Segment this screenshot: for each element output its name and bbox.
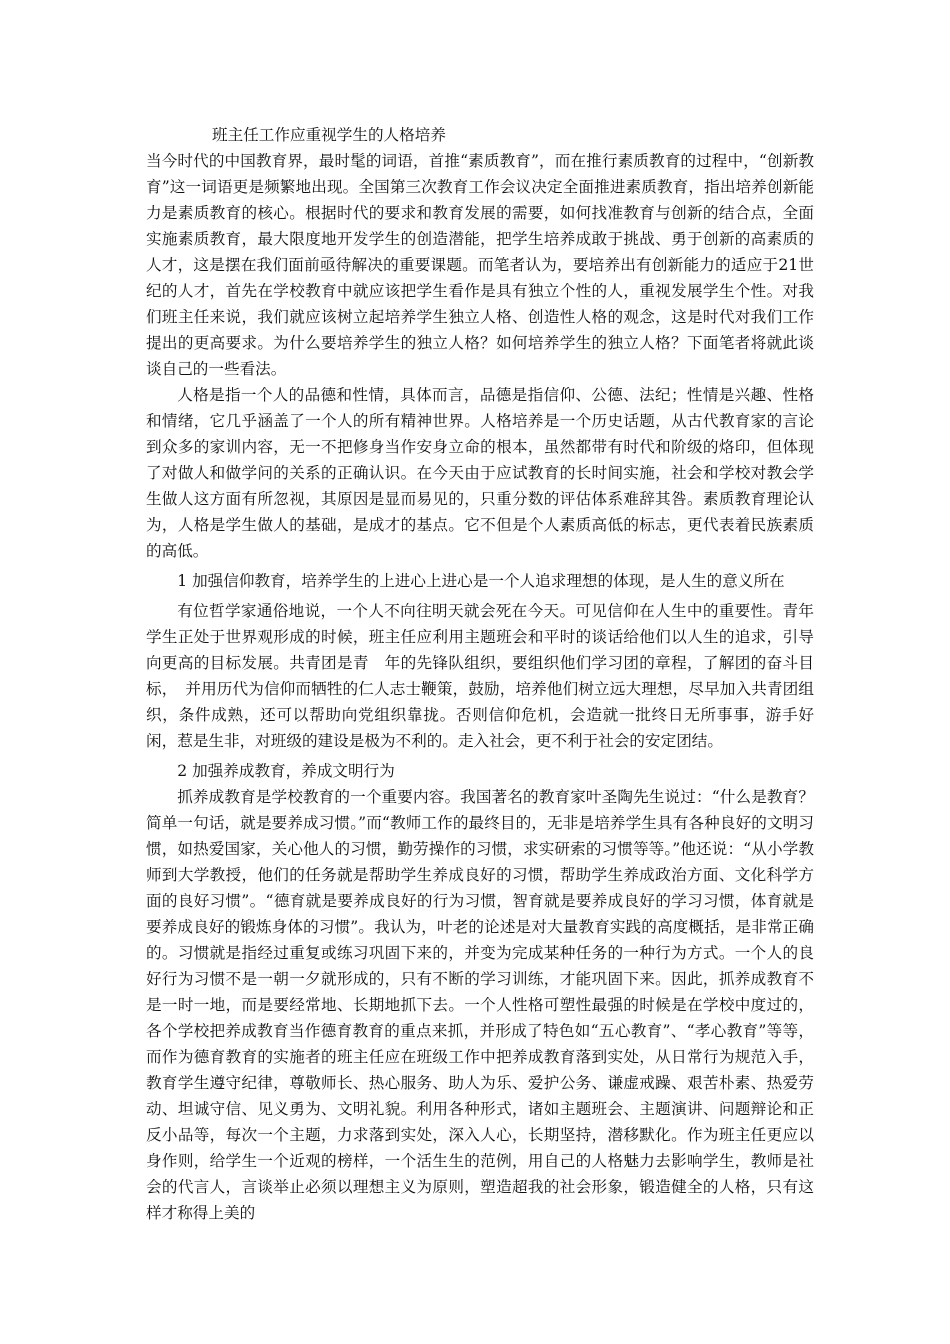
section-1-heading: 1 加强信仰教育，培养学生的上进心上进心是一个人追求理想的体现，是人生的意义所在 [177, 572, 785, 590]
personality-definition-paragraph: 人格是指一个人的品德和性情，具体而言，品德是指信仰、公德、法纪；性情是兴趣、性格和情绪，它几乎涵盖了一个人的所有精神世界。人格培养是一个历史话题，从古代教育家的言论到众多的家训内容，无一不把修身当作安身立命的根本，虽然都带有时代和阶级的烙印，但体现了对做人和做学问的关系的正确认识。在今天由于应试教育的长时间实施，社会和学校对教会学生做人这方面有所忽视，其原因是显而易见的，只重分数的评估体系难辞其咎。素质教育理论认为，人格是学生做人的基础，是成才的基点。它不但是个人素质高低的标志，更代表着民族素质的高低。 [146, 386, 814, 560]
section-2-heading: 2 加强养成教育，养成文明行为 [177, 762, 395, 780]
document-body [146, 122, 814, 1226]
belief-education-paragraph: 有位哲学家通俗地说，一个人不向往明天就会死在今天。可见信仰在人生中的重要性。青年学生正处于世界观形成的时候，班主任应利用主题班会和平时的谈话给他们以人生的追求，引导向更高的目标发展。共青团是青 年的先锋队组织，要组织他们学习团的章程，了解团的奋斗目标， 并用历代为信仰而牺牲的仁人志士鞭策，鼓励，培养他们树立远大理想，尽早加入共青团组织，条件成熟，还可以帮助向党组织靠拢。否则信仰危机，会造就一批终日无所事事，游手好闲，惹是生非，对班级的建设是极为不利的。走入社会，更不利于社会的安定团结。 [146, 602, 814, 750]
document-title: 班主任工作应重视学生的人格培养 [212, 126, 446, 144]
intro-paragraph: 当今时代的中国教育界，最时髦的词语，首推“素质教育”，而在推行素质教育的过程中，“创新教育”这一词语更是频繁地出现。全国第三次教育工作会议决定全面推进素质教育，指出培养创新能力是素质教育的核心。根据时代的要求和教育发展的需要，如何找准教育与创新的结合点，全面实施素质教育，最大限度地开发学生的创造潜能，把学生培养成敢于挑战、勇于创新的高素质的人才，这是摆在我们面前亟待解决的重要课题。而笔者认为，要培养出有创新能力的适应于21世纪的人才，首先在学校教育中就应该把学生看作是具有独立个性的人，重视发展学生个性。对我们班主任来说，我们就应该树立起培养学生独立人格、创造性人格的观念，这是时代对我们工作提出的更高要求。为什么要培养学生的独立人格？如何培养学生的独立人格？下面笔者将就此谈谈自己的一些看法。 [146, 152, 814, 378]
habit-education-paragraph: 抓养成教育是学校教育的一个重要内容。我国著名的教育家叶圣陶先生说过：“什么是教育？简单一句话，就是要养成习惯。”而“教师工作的最终目的，无非是培养学生具有各种良好的文明习惯，如热爱国家，关心他人的习惯，勤劳操作的习惯，求实研索的习惯等等。”他还说：“从小学教师到大学教授，他们的任务就是帮助学生养成良好的习惯，帮助学生养成政治方面、文化科学方面的良好习惯”。“德育就是要养成良好的行为习惯，智育就是要养成良好的学习习惯，体育就是要养成良好的锻炼身体的习惯”。我认为，叶老的论述是对大量教育实践的高度概括，是非常正确的。习惯就是指经过重复或练习巩固下来的，并变为完成某种任务的一种行为方式。一个人的良好行为习惯不是一朝一夕就形成的，只有不断的学习训练，才能巩固下来。因此，抓养成教育不是一时一地，而是要经常地、长期地抓下去。一个人性格可塑性最强的时候是在学校中度过的，各个学校把养成教育当作德育教育的重点来抓，并形成了特色如“五心教育”、“孝心教育”等等，而作为德育教育的实施者的班主任应在班级工作中把养成教育落到实处，从日常行为规范入手，教育学生遵守纪律，尊敬师长、热心服务、助人为乐、爱护公务、谦虚戒躁、艰苦朴素、热爱劳动、坦诚守信、见义勇为、文明礼貌。利用各种形式，诸如主题班会、主题演讲、问题辩论和正反小品等，每次一个主题，力求落到实处，深入人心，长期坚持，潜移默化。作为班主任更应以身作则，给学生一个近观的榜样，一个活生生的范例，用自己的人格魅力去影响学生，教师是社会的代言人，言谈举止必须以理想主义为原则，塑造超我的社会形象，锻造健全的人格，只有这样才称得上美的 [146, 788, 814, 1222]
